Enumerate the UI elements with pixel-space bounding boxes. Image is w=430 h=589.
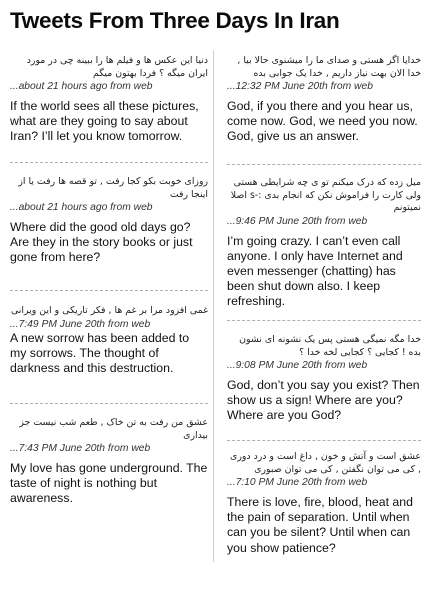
- tweet: [227, 177, 421, 310]
- tweet-timestamp[interactable]: ...7:10 PM June 20th from web: [227, 477, 368, 488]
- tweet-persian-text: میل زده که درک میکنم تو ی چه شرایطی هستی ولی کارت را فراموش نکن که انجام بدی :-s اصلا نمیتونم: [230, 177, 421, 213]
- tweet-english-translation: God, don’t you say you exist? Then show us a sign! Where are you? Where are you God?: [227, 378, 420, 423]
- tweet: [227, 334, 421, 424]
- tweet-persian-text: خدایا اگر هستی و صدای ما را میشنوی حالا بیا , خدا الان بهت نیاز داریم , خدا یک جوابی بده: [237, 55, 421, 79]
- tweet-persian-text: عشق من رفت به تن خاک , طعم شب نیست جز بیداری: [19, 417, 208, 441]
- tweet: [10, 417, 208, 507]
- tweet-persian-text: خدا مگه نمیگی هستی پس یک نشونه ای نشون بده ! کجایی ؟ کجایی لخه خدا ؟: [239, 334, 421, 358]
- tweet-timestamp[interactable]: ...7:49 PM June 20th from web: [10, 318, 151, 330]
- tweet-timestamp[interactable]: ...9:08 PM June 20th from web: [227, 360, 368, 371]
- tweet-timestamp[interactable]: ...7:43 PM June 20th from web: [10, 443, 151, 454]
- tweet-divider: [227, 440, 421, 441]
- column-divider: [213, 50, 214, 562]
- tweet-divider: [10, 403, 208, 404]
- tweet-english-translation: There is love, fire, blood, heat and the pain of separation. Until when can you be silent? Until when can you show patience?: [227, 495, 413, 555]
- tweet-divider: [227, 320, 421, 321]
- tweet: [10, 305, 208, 376]
- tweet-divider: [227, 164, 421, 165]
- tweet-english-translation: Where did the good old days go? Are they in the story books or just gone from here?: [10, 220, 193, 265]
- tweet-persian-text: دنیا این عکس ها و فیلم ها را ببینه چی در مورد ایران میگه ؟ فردا بهتون میگم: [26, 55, 208, 79]
- tweet-timestamp[interactable]: ...about 21 hours ago from web: [10, 202, 153, 213]
- tweet-english-translation: I’m going crazy. I can’t even call anyone. I only have Internet and even messenger (chatting) has been shut down also. I keep refreshing.: [227, 233, 403, 309]
- tweet-divider: [10, 162, 208, 163]
- tweet-timestamp[interactable]: ...9:46 PM June 20th from web: [227, 215, 368, 227]
- tweet-persian-text: غمی افزود مرا بر غم ها , فکر تاریکی و این ویرانی: [10, 305, 208, 316]
- tweet-timestamp[interactable]: ...12:32 PM June 20th from web: [227, 81, 373, 92]
- tweet: [10, 55, 208, 145]
- tweet: [227, 55, 421, 145]
- tweet-english-translation: God, if you there and you hear us, come now. God, we need you now. God, give us an answer.: [227, 99, 418, 144]
- tweet: [227, 451, 421, 556]
- tweet-english-translation: If the world sees all these pictures, what are they going to say about Iran? I’ll let you know tomorrow.: [10, 99, 199, 144]
- tweet-english-translation: A new sorrow has been added to my sorrows. The thought of darkness and this destruction.: [10, 330, 190, 375]
- tweet-divider: [10, 290, 208, 291]
- tweet-english-translation: My love has gone underground. The taste of night is nothing but awareness.: [10, 461, 208, 506]
- tweet: [10, 176, 208, 266]
- tweet-persian-text: روزای خوبت بکو کجا رفت , تو قصه ها رفت یا از اینجا رفت: [18, 176, 208, 200]
- page-title: Tweets From Three Days In Iran: [10, 8, 340, 33]
- tweet-timestamp[interactable]: ...about 21 hours ago from web: [10, 81, 153, 92]
- tweet-persian-text: عشق است و آتش و خون , داغ است و درد دوری , کی می توان نگفتن , کی می توان صبوری: [230, 451, 421, 475]
